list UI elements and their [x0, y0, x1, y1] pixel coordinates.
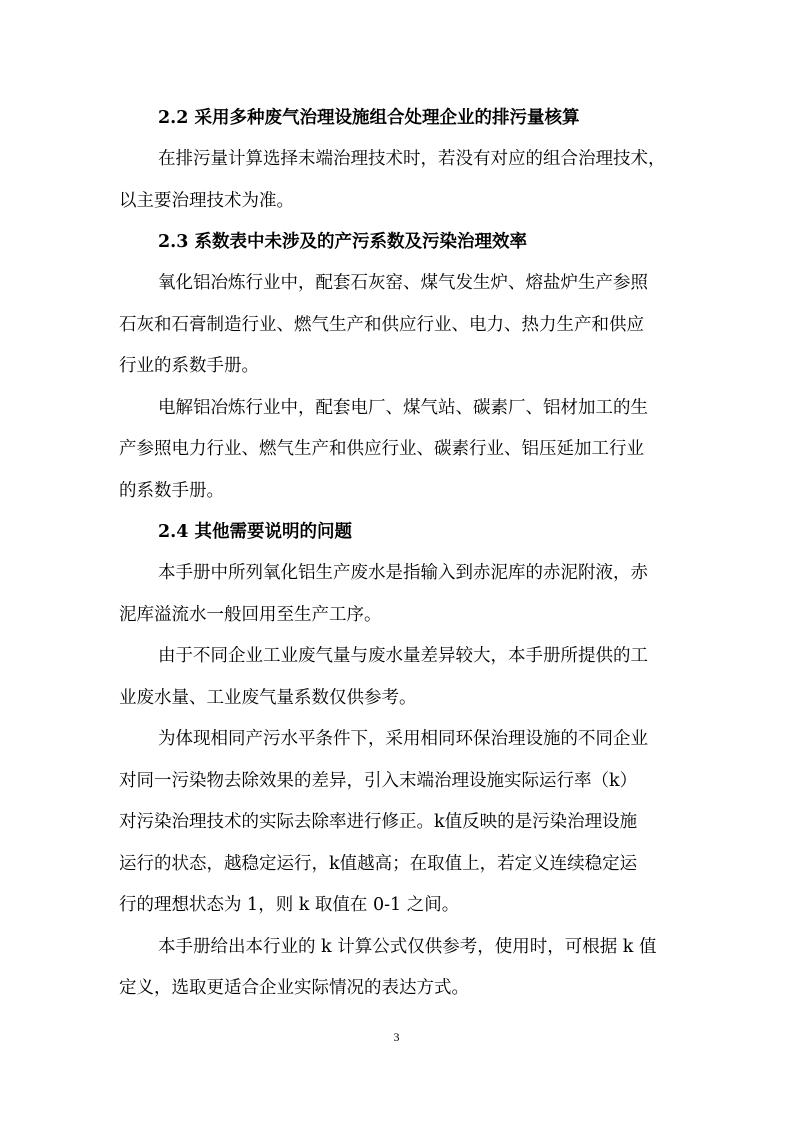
paragraph-line: 定义，选取更适合企业实际情况的表达方式。: [119, 978, 469, 998]
paragraph: [119, 927, 675, 1010]
paragraph-line: 业废水量、工业废气量系数仅供参考。: [119, 687, 417, 708]
section-heading-2-3: 2.3 系数表中未涉及的产污系数及污染治理效率: [158, 232, 528, 252]
paragraph-line: 运行的状态，越稳定运行，k值越高；在取值上，若定义连续稳定运: [119, 853, 638, 874]
page-number: 3: [393, 1030, 400, 1044]
paragraph-line: 对污染治理技术的实际去除率进行修正。k值反映的是污染治理设施: [119, 812, 638, 832]
paragraph: [119, 388, 675, 513]
paragraph-line: 由于不同企业工业废气量与废水量差异较大，本手册所提供的工: [158, 646, 648, 666]
paragraph: [119, 719, 675, 927]
paragraph-line: 本手册中所列氧化铝生产废水是指输入到赤泥库的赤泥附液，赤: [158, 563, 648, 583]
section-heading-2-2: 2.2 采用多种废气治理设施组合处理企业的排污量核算: [158, 108, 580, 128]
paragraph-line: 石灰和石膏制造行业、燃气生产和供应行业、电力、热力生产和供应: [119, 314, 644, 335]
paragraph-line: 行业的系数手册。: [119, 356, 259, 376]
paragraph-line: 行的理想状态为 1，则 k 取值在 0-1 之间。: [119, 895, 460, 915]
paragraph-line: 氧化铝冶炼行业中，配套石灰窑、煤气发生炉、熔盐炉生产参照: [158, 273, 648, 293]
paragraph-line: 的系数手册。: [119, 480, 224, 501]
paragraph-line: 电解铝冶炼行业中，配套电厂、煤气站、碳素厂、铝材加工的生: [158, 397, 648, 418]
paragraph-line: 本手册给出本行业的 k 计算公式仅供参考，使用时，可根据 k 值: [158, 936, 657, 957]
paragraph-line: 为体现相同产污水平条件下，采用相同环保治理设施的不同企业: [158, 729, 648, 749]
paragraph-line: 对同一污染物去除效果的差异，引入末端治理设施实际运行率（k）: [119, 770, 638, 791]
paragraph: [119, 553, 675, 636]
document-body: [119, 98, 675, 1010]
section-heading-2-4: 2.4 其他需要说明的问题: [158, 522, 353, 542]
paragraph-line: 在排污量计算选择末端治理技术时，若没有对应的组合治理技术，: [158, 149, 666, 169]
paragraph: [119, 636, 675, 719]
paragraph: [119, 263, 675, 388]
paragraph-line: 产参照电力行业、燃气生产和供应行业、碳素行业、铝压延加工行业: [119, 439, 644, 459]
paragraph: [119, 139, 675, 222]
paragraph-line: 泥库溢流水一般回用至生产工序。: [119, 604, 382, 625]
paragraph-line: 以主要治理技术为准。: [119, 190, 294, 211]
